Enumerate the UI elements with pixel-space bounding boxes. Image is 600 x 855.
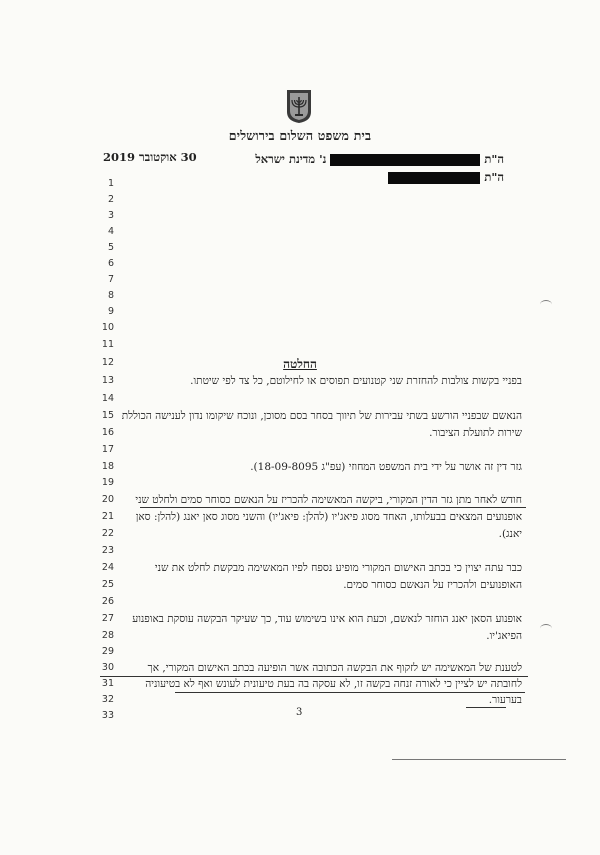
body-line: בערעור.	[488, 694, 522, 706]
decision-date: 30 אוקטובר 2019	[103, 150, 197, 164]
line-number: 24	[101, 562, 114, 573]
line-number: 6	[107, 258, 114, 269]
line-number: 13	[101, 375, 114, 386]
punch-hole-mark	[540, 300, 552, 309]
body-line: אופנוע הסאן יאנג הוחזר לנאשם, וכעת הוא אינו בשימוש עוד, כך שעיקר הבקשה עוסקת באופנוע	[132, 613, 522, 625]
line-number: 33	[101, 710, 114, 721]
line-number: 30	[101, 662, 114, 673]
line-number: 29	[101, 646, 114, 657]
body-line: בפניי בקשות צולבות להחזרת שני קטנועים תפוסים או לחילוטם, כל צד לפי שיטתו.	[190, 375, 522, 387]
court-name: בית משפט השלום בירושלים	[228, 128, 372, 143]
line-number: 16	[101, 427, 114, 438]
line-number: 17	[101, 444, 114, 455]
line-number: 8	[107, 290, 114, 301]
case-parties: נ' מדינת ישראל	[255, 152, 327, 166]
line-number: 11	[101, 339, 114, 350]
body-line: הפיאג'יו.	[486, 630, 522, 642]
state-emblem-icon	[285, 88, 313, 124]
line-number: 28	[101, 630, 114, 641]
body-line: יאנג).	[498, 528, 522, 540]
page-number: 3	[296, 707, 303, 718]
line-number: 32	[101, 694, 114, 705]
handwritten-underline	[100, 676, 528, 677]
case-number-line-2	[388, 170, 504, 184]
line-number: 2	[107, 194, 114, 205]
line-number: 5	[107, 242, 114, 253]
case-prefix: ה"ת	[484, 152, 504, 166]
line-number: 14	[101, 393, 114, 404]
line-number: 22	[101, 528, 114, 539]
line-number: 12	[101, 357, 114, 368]
line-number: 7	[107, 274, 114, 285]
line-number: 23	[101, 545, 114, 556]
decision-heading: החלטה	[283, 357, 317, 371]
redaction-bar	[330, 154, 480, 166]
body-line: גזר דין זה אושר על ידי בית המשפט המחוזי (עפ"ג 18-09-8095).	[250, 461, 522, 473]
line-number: 10	[101, 322, 114, 333]
body-line: האופנועים ולהכריז על הנאשם כסוחר סמים.	[343, 579, 522, 591]
line-number: 15	[101, 410, 114, 421]
line-number: 19	[101, 477, 114, 488]
line-number: 4	[107, 226, 114, 237]
footer-rule	[392, 759, 566, 760]
line-number: 27	[101, 613, 114, 624]
line-number: 3	[107, 210, 114, 221]
line-number: 9	[107, 306, 114, 317]
body-line: כבר עתה יצוין כי בכתב האישום המקורי מופיע נספח לפיו המאשימה מבקשת לחלט את שני	[154, 562, 522, 574]
body-line: הנאשם שבפניי הורשע בשתי עבירות של תיווך בסחר בסם מסוכן, ונוכח שיקומו נדון לענישה הכוללת	[121, 410, 522, 422]
handwritten-underline	[466, 707, 506, 708]
body-line: שירות לתועלת הציבור.	[429, 427, 522, 439]
line-number: 26	[101, 596, 114, 607]
line-number: 1	[107, 178, 114, 189]
line-number: 20	[101, 494, 114, 505]
line-number: 18	[101, 461, 114, 472]
body-line: לטענת של המאשימה יש לזקוף את הבקשה הכתובה אשר הופיעה בכתב האישום המקורי, אך	[147, 662, 522, 674]
handwritten-underline	[175, 692, 525, 693]
body-line: לחובתה יש לציין כי לאורה זנחה בקשה זו, לא עסקה בה בעת טיעונית לעונש ואף לא בטיעוניה	[145, 678, 522, 690]
handwritten-underline	[140, 507, 526, 508]
case-number-line-1	[255, 152, 504, 166]
line-number: 25	[101, 579, 114, 590]
line-number: 31	[101, 678, 114, 689]
punch-hole-mark	[540, 624, 552, 633]
body-line: אופנועים המצאים בבעלותו, האחד מסוג פיאג'יו (להלן: פיאג'יו) והשני מסוג סאן יאנג (להלן: סאן	[135, 511, 522, 523]
line-number: 21	[101, 511, 114, 522]
redaction-bar	[388, 172, 480, 184]
body-line: חודש לאחר מתן גזר הדין המקורי, ביקשה המאשימה להכריז על הנאשם כסוחר סמים ולחלט שני	[135, 494, 522, 506]
case-prefix: ה"ת	[484, 170, 504, 184]
